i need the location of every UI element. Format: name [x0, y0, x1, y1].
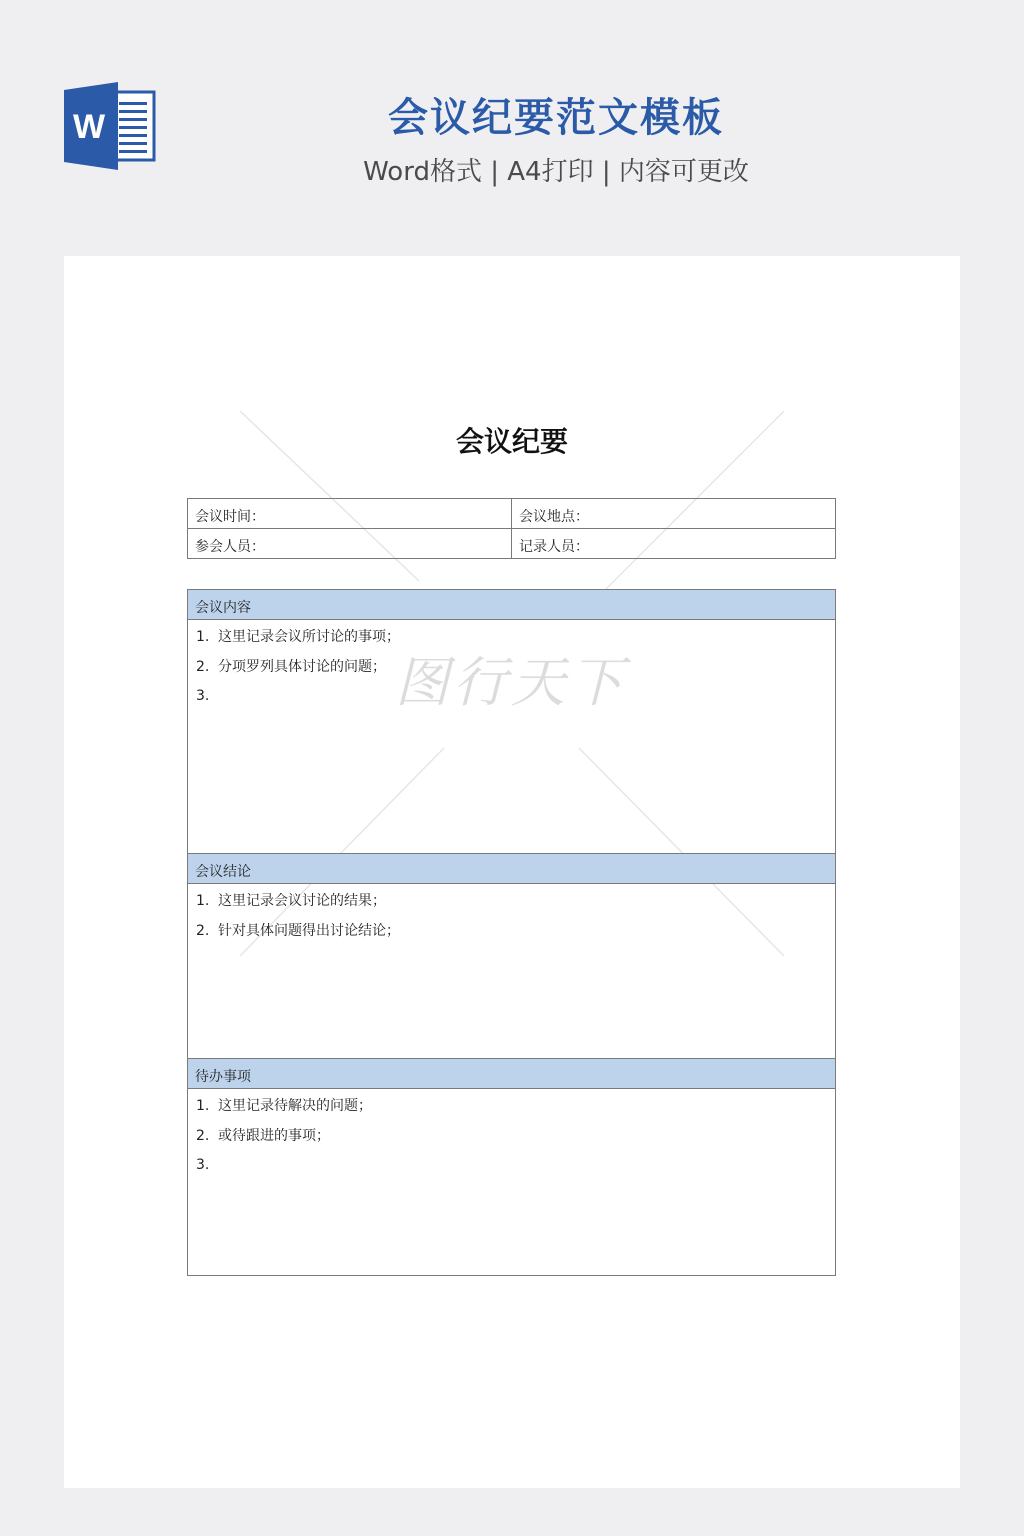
section-header: 会议内容: [188, 590, 835, 620]
meeting-place-cell[interactable]: 会议地点：: [519, 509, 589, 525]
section-body[interactable]: [188, 884, 835, 947]
info-row: [188, 499, 835, 529]
item-number: 1.: [196, 893, 210, 909]
attendees-cell[interactable]: 参会人员：: [188, 529, 512, 558]
word-app-icon: [64, 82, 156, 170]
item-text: 针对具体问题得出讨论结论；: [218, 922, 400, 939]
meeting-time-cell[interactable]: 会议时间：: [188, 499, 512, 528]
section-header: 待办事项: [188, 1059, 835, 1089]
item-text: 这里记录会议讨论的结果；: [218, 893, 386, 909]
document-title: 会议纪要: [455, 425, 568, 458]
item-number: 1.: [196, 1098, 210, 1114]
banner-subtitle: Word格式 | A4打印 | 内容可更改: [363, 157, 749, 187]
meeting-info-table: [187, 498, 836, 559]
list-item: [188, 624, 835, 654]
list-item: [188, 918, 835, 948]
recorder-cell[interactable]: 记录人员：: [519, 539, 589, 555]
list-item: [188, 654, 835, 684]
document-page: [64, 256, 960, 1488]
item-text: 分项罗列具体讨论的问题；: [218, 658, 386, 675]
watermark-text: 图行天下: [395, 651, 627, 714]
list-item: [188, 1093, 835, 1123]
todo-section: [187, 1058, 836, 1276]
section-body[interactable]: [188, 620, 835, 713]
item-number: 1.: [196, 629, 210, 645]
item-number: 2.: [196, 658, 210, 675]
list-item: [188, 888, 835, 918]
list-item: [188, 1152, 835, 1182]
word-icon-letter: W: [72, 108, 106, 146]
item-text: 这里记录会议所讨论的事项；: [218, 629, 400, 645]
list-item: [188, 683, 835, 713]
item-text: 这里记录待解决的问题；: [218, 1098, 372, 1114]
item-number: 2.: [196, 922, 210, 939]
item-number: 3.: [196, 1157, 210, 1173]
info-row: [188, 529, 835, 558]
item-number: 2.: [196, 1127, 210, 1144]
meeting-conclusion-section: [187, 853, 836, 1059]
meeting-content-section: [187, 589, 836, 854]
section-body[interactable]: [188, 1089, 835, 1182]
banner: [0, 0, 1024, 250]
item-text: 或待跟进的事项；: [218, 1127, 330, 1144]
list-item: [188, 1123, 835, 1153]
section-header: 会议结论: [188, 854, 835, 884]
banner-title: 会议纪要范文模板: [388, 95, 724, 141]
item-number: 3.: [196, 688, 210, 704]
